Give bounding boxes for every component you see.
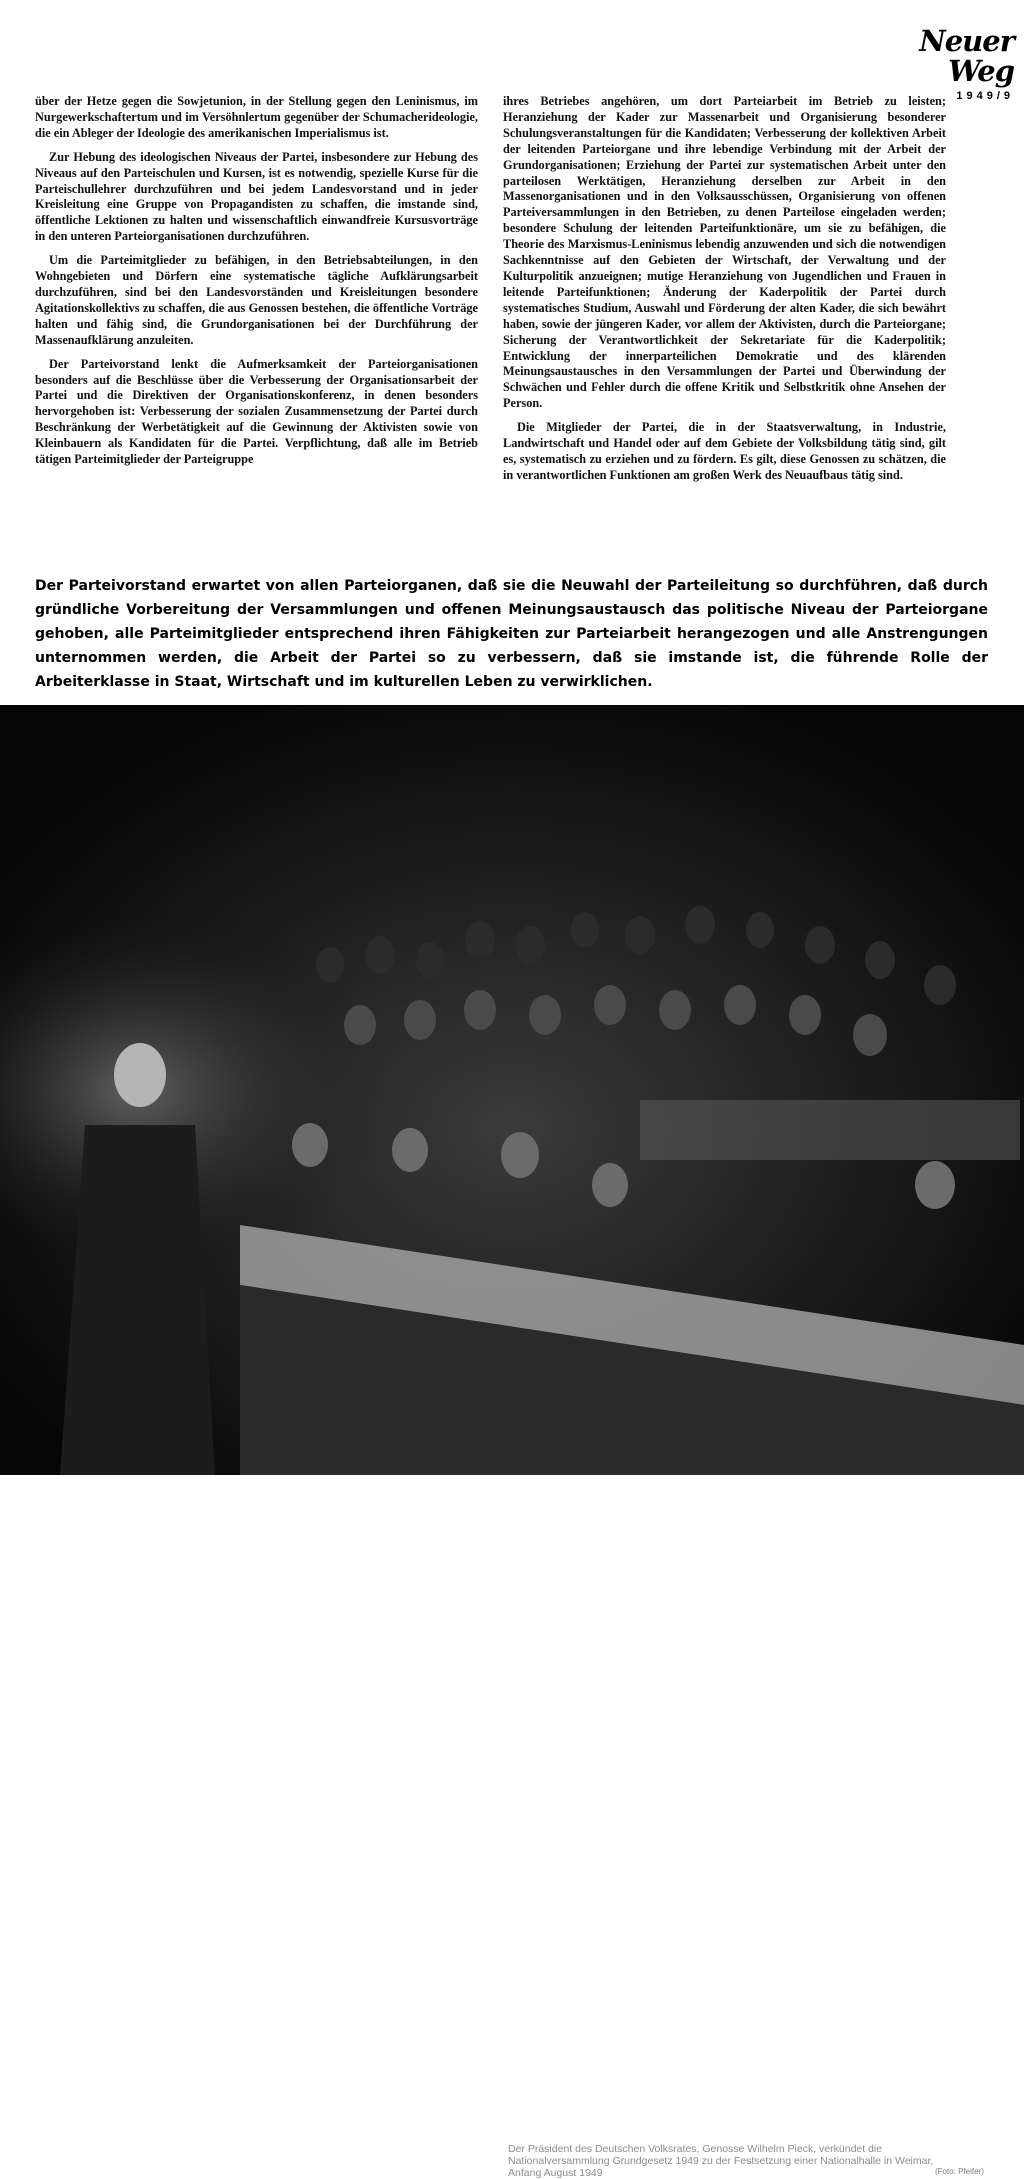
paragraph: Zur Hebung des ideologischen Niveaus der Partei, insbesondere zur Hebung des Niveaus auf den Parteischulen und Kursen, ist es notwendig, spezielle Kurse für die Parteischullehrer durchzuführen und bei jedem Landesvorstand und in jeder Kreisleitung eine Gruppe von Propagandisten zu schaffen, die imstande sind, öffentliche Lektionen zu halten und wissenschaftlich einwandfreie Kursusvorträge in den unteren Parteiorganisationen durchzuführen. <box>35 149 478 244</box>
masthead-logo: Neuer Weg <box>919 24 1014 88</box>
assembly-photo <box>0 705 1024 2179</box>
paragraph: ihres Betriebes angehören, um dort Parteiarbeit im Betrieb zu leisten; Heranziehung der Kader zur Massenarbeit und Organisierung besonderer Schulungsveranstaltungen für die Kandidaten; Verbesserung der kollektiven Arbeit der leitenden Parteiorgane und ihre lebendige Verbindung mit der Arbeit der Grundorganisationen; Erziehung der Partei zur systematischen Arbeit unter den parteilosen Werktätigen, Heranziehung derselben zur Arbeit in den Massenorganisationen und in den Volksausschüssen, Organisierung von offenen Parteiversammlungen in den Betrieben, zu denen Parteilose eingeladen werden; besondere Schulung der leitenden Parteifunktionäre, um sie zu befähigen, die Theorie des Marxismus-Leninismus lebendig anzuwenden und sich die notwendigen Sachkenntnisse auf den Gebieten der Wirtschaft, der Verwaltung und der Kulturpolitik anzueignen; mutige Heranziehung von Jugendlichen und Frauen in leitende Parteifunktionen; Änderung der Kaderpolitik der Partei durch systematisches Studium, Auswahl und Förderung der alten Kader, die sich bewährt haben, sowie der jüngeren Kader, vor allem der Aktivisten, durch die Parteiorgane; Sicherung der Verantwortlichkeit der Sekretariate für die Kaderpolitik; Entwicklung der innerparteilichen Demokratie und des klärenden Meinungsaustausches in den Versammlungen der Partei und Überwindung der Schwächen und Fehler durch die offene Kritik und Selbstkritik ohne Ansehen der Person. <box>503 94 946 411</box>
photo-caption: Der Präsident des Deutschen Volksrates, Genosse Wilhelm Pieck, verkündet die Nationalversammlung Grundgesetz 1949 zu der Festsetzung einer Nationalhalle in Weimar, Anfang August 1949 <box>508 2143 934 2179</box>
photo-credit: (Foto: Pfeifer) <box>935 2167 984 2176</box>
issue-number: 1949/9 <box>956 90 1014 102</box>
summary-statement: Der Parteivorstand erwartet von allen Parteiorganen, daß sie die Neuwahl der Parteileitung so durchführen, daß durch gründliche Vorbereitung der Versammlungen und offenen Meinungsaustausch das politische Niveau der Parteiorgane gehoben, alle Parteimitglieder entsprechend ihren Fähigkeiten zur Parteiarbeit herangezogen und alle Anstrengungen unternommen werden, die Arbeit der Partei so zu verbessern, daß sie imstande ist, die führende Rolle der Arbeiterklasse in Staat, Wirtschaft und im kulturellen Leben zu verwirklichen. <box>35 578 988 690</box>
paragraph: über der Hetze gegen die Sowjetunion, in der Stellung gegen den Leninismus, im Nurgewerkschaftertum und im Versöhnlertum gegenüber der Schumacherideologie, die ein Ableger der Ideologie des amerikanischen Imperialismus ist. <box>35 94 478 140</box>
photo-illustration <box>0 705 1024 1475</box>
left-column <box>35 94 478 476</box>
paragraph: Um die Parteimitglieder zu befähigen, in den Betriebsabteilungen, in den Wohngebieten und Dörfern eine systematische tägliche Aufklärungsarbeit durchzuführen, sind bei den Landesvorständen und Kreisleitungen besondere Agitationskollektivs zu schaffen, die aus Genossen bestehen, die öffentliche Vorträge halten und fähig sind, die Grundorganisationen bei der Durchführung der Massenaufklärung anzuleiten. <box>35 253 478 347</box>
paragraph: Der Parteivorstand lenkt die Aufmerksamkeit der Parteiorganisationen besonders auf die Beschlüsse über die Verbesserung der Organisationsarbeit der Partei und die Direktiven der Organisationskonferenz, in denen besonders hervorgehoben ist: Verbesserung der sozialen Zusammensetzung der Partei durch Beschränkung der Werbetätigkeit auf die Gewinnung der Aktivisten sowie von Kleinbauern als Kandidaten für die Partei. Verpflichtung, daß alle im Betrieb tätigen Parteimitglieder der Parteigruppe <box>35 356 478 467</box>
right-column <box>503 94 946 492</box>
paragraph: Die Mitglieder der Partei, die in der Staatsverwaltung, in Industrie, Landwirtschaft und Handel oder auf dem Gebiete der Volksbildung tätig sind, gilt es, systematisch zu erziehen und zu fördern. Es gilt, diese Genossen zu schätzen, die in verantwortlichen Funktionen am großen Werk des Neuaufbaus tätig sind. <box>503 420 946 482</box>
balcony-rail <box>640 1100 1020 1160</box>
masthead <box>854 26 1014 102</box>
